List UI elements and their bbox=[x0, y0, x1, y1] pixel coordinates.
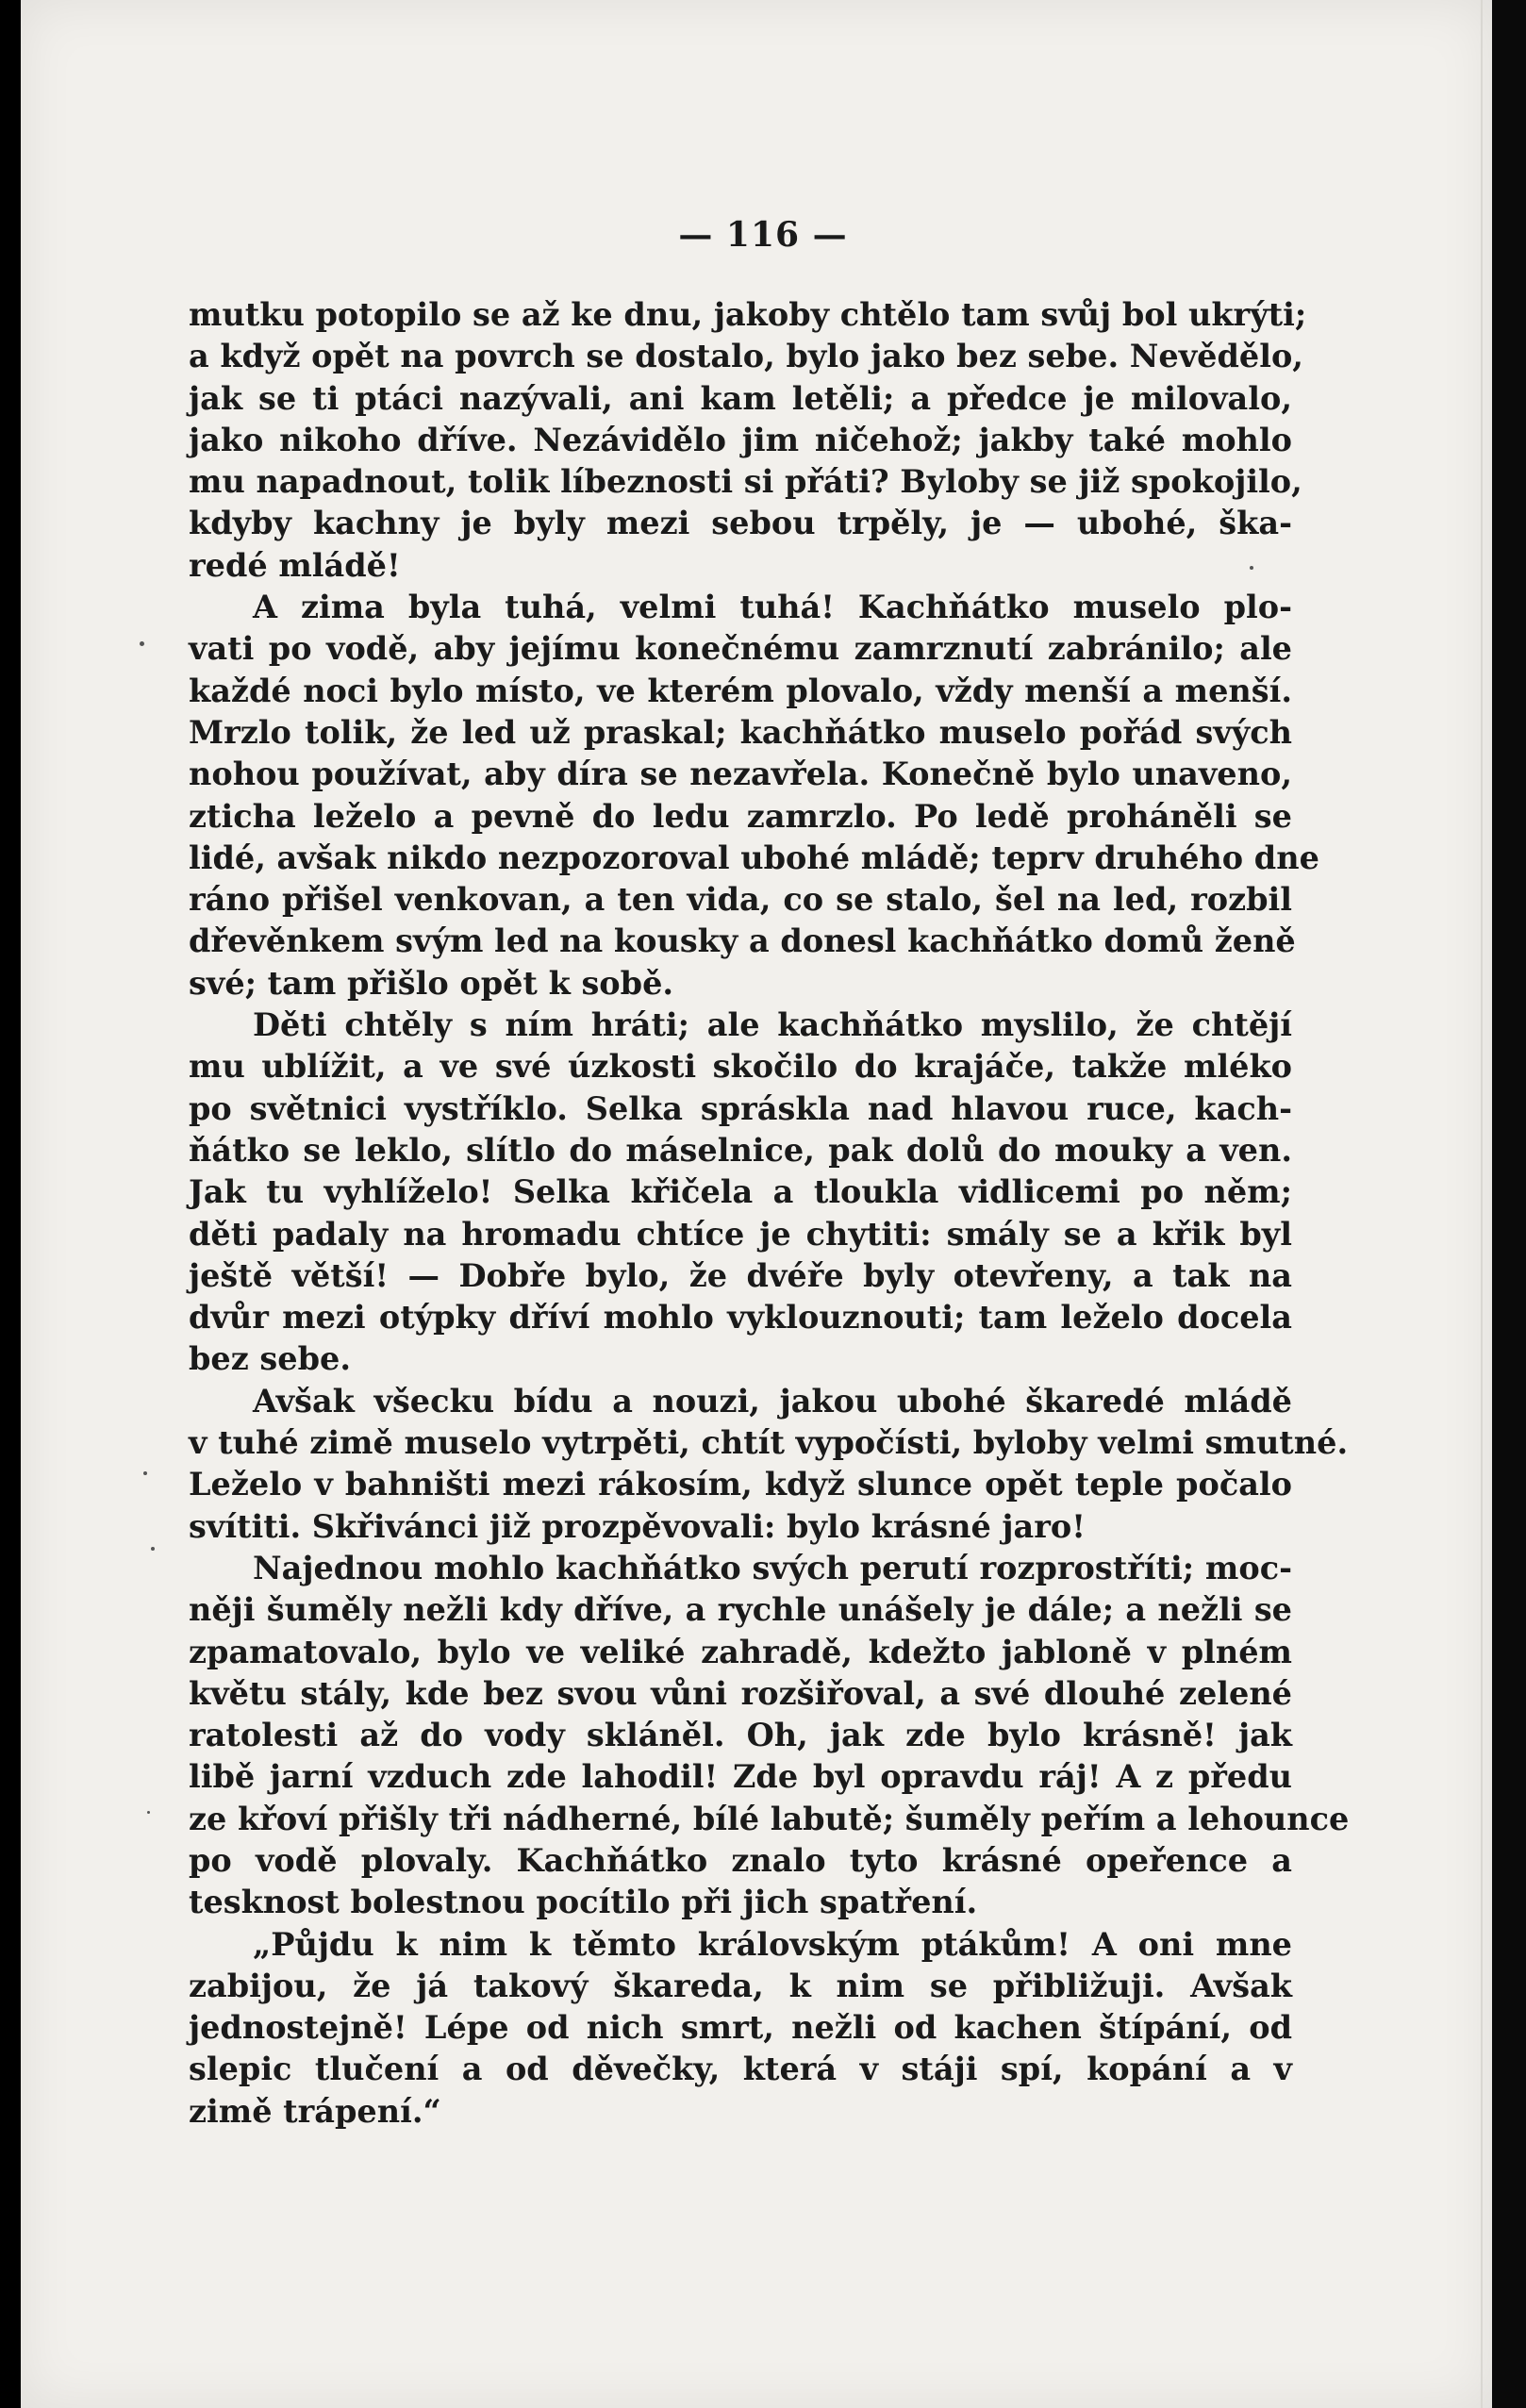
text-line: zimě trápení.“ bbox=[189, 2092, 441, 2130]
text-line: děti padaly na hromadu chtíce je chytiti: smály se a křik byl bbox=[189, 1215, 1292, 1253]
text-line: po vodě plovaly. Kachňátko znalo tyto krásné opeřence a bbox=[189, 1841, 1292, 1879]
speck bbox=[140, 641, 144, 646]
text-line: libě jarní vzduch zde lahodil! Zde byl opravdu ráj! A z předu bbox=[189, 1758, 1292, 1796]
text-line: zpamatovalo, bylo ve veliké zahradě, kdežto jabloně v plném bbox=[189, 1633, 1292, 1670]
text-line: vati po vodě, aby jejímu konečnému zamrznutí zabránilo; ale bbox=[189, 630, 1292, 668]
text-line: slepic tlučení a od děvečky, která v stáji spí, kopání a v bbox=[189, 2051, 1292, 2088]
text-line: mu napadnout, tolik líbeznosti si přáti? Byloby se již spokojilo, bbox=[189, 463, 1302, 501]
text-line: „Půjdu k nim k těmto královským ptákům! A oni mne bbox=[253, 1925, 1292, 1963]
text-line: bez sebe. bbox=[189, 1340, 351, 1378]
text-line: jak se ti ptáci nazývali, ani kam letěli; a předce je milovalo, bbox=[189, 379, 1292, 417]
text-line: svítiti. Skřivánci již prozpěvovali: bylo krásné jaro! bbox=[189, 1507, 1086, 1545]
text-line: Avšak všecku bídu a nouzi, jakou ubohé škaredé mládě bbox=[253, 1382, 1292, 1420]
text-line: ráno přišel venkovan, a ten vida, co se stalo, šel na led, rozbil bbox=[189, 881, 1292, 919]
text-line: ňátko se leklo, slítlo do máselnice, pak dolů do mouky a ven. bbox=[189, 1131, 1292, 1169]
text-line: ze křoví přišly tři nádherné, bílé labutě; šuměly peřím a lehounce bbox=[189, 1800, 1350, 1837]
text-line: mutku potopilo se až ke dnu, jakoby chtělo tam svůj bol ukrýti; bbox=[189, 296, 1307, 333]
body-text bbox=[189, 294, 1350, 2133]
text-line: květu stály, kde bez svou vůni rozšiřoval, a své dlouhé zelené bbox=[189, 1674, 1292, 1712]
text-line: tesknost bolestnou pocítilo při jich spatření. bbox=[189, 1884, 978, 1921]
text-line: Leželo v bahništi mezi rákosím, když slunce opět teple počalo bbox=[189, 1466, 1292, 1503]
text-line: v tuhé zimě muselo vytrpěti, chtít vypočísti, byloby velmi smutné. bbox=[189, 1424, 1349, 1462]
speck bbox=[143, 1471, 147, 1475]
text-line: zabijou, že já takový škareda, k nim se přibližuji. Avšak bbox=[189, 1967, 1292, 2004]
text-line: jednostejně! Lépe od nich smrt, nežli od kachen štípání, od bbox=[189, 2009, 1292, 2047]
text-line: lidé, avšak nikdo nezpozoroval ubohé mládě; teprv druhého dne bbox=[189, 839, 1319, 876]
page-edge-line bbox=[1481, 0, 1483, 2408]
text-line: Najednou mohlo kachňátko svých perutí rozprostříti; moc- bbox=[253, 1549, 1292, 1586]
text-line: zticha leželo a pevně do ledu zamrzlo. Po ledě proháněli se bbox=[189, 797, 1292, 835]
text-line: ratolesti až do vody skláněl. Oh, jak zde bylo krásně! jak bbox=[189, 1717, 1292, 1754]
text-line: kdyby kachny je byly mezi sebou trpěly, je — ubohé, ška- bbox=[189, 505, 1292, 542]
text-line: ještě větší! — Dobře bylo, že dvéře byly otevřeny, a tak na bbox=[189, 1256, 1292, 1294]
text-line: Děti chtěly s ním hráti; ale kachňátko myslilo, že chtějí bbox=[253, 1006, 1292, 1044]
text-line: A zima byla tuhá, velmi tuhá! Kachňátko muselo plo- bbox=[253, 589, 1292, 626]
text-line: jako nikoho dříve. Nezávidělo jim ničehož; jakby také mohlo bbox=[189, 421, 1292, 458]
page-number: — 116 — bbox=[678, 215, 848, 255]
speck bbox=[147, 1811, 150, 1814]
scan-right-border bbox=[1492, 0, 1526, 2408]
text-line: něji šuměly nežli kdy dříve, a rychle unášely je dále; a nežli se bbox=[189, 1591, 1292, 1629]
speck bbox=[151, 1547, 155, 1551]
text-line: nohou používat, aby díra se nezavřela. Konečně bylo unaveno, bbox=[189, 756, 1292, 793]
text-line: každé noci bylo místo, ve kterém plovalo, vždy menší a menší. bbox=[189, 672, 1292, 709]
text-line: své; tam přišlo opět k sobě. bbox=[189, 964, 674, 1002]
text-line: Jak tu vyhlíželo! Selka křičela a tloukla vidlicemi po něm; bbox=[189, 1173, 1292, 1211]
text-line: dvůr mezi otýpky dříví mohlo vyklouznouti; tam leželo docela bbox=[189, 1299, 1292, 1337]
text-line: dřevěnkem svým led na kousky a donesl kachňátko domů ženě bbox=[189, 922, 1296, 960]
text-line: redé mládě! bbox=[189, 546, 401, 584]
text-line: po světnici vystříklo. Selka spráskla nad hlavou ruce, kach- bbox=[189, 1089, 1292, 1127]
text-line: Mrzlo tolik, že led už praskal; kachňátko muselo pořád svých bbox=[189, 713, 1292, 751]
text-line: a když opět na povrch se dostalo, bylo jako bez sebe. Nevědělo, bbox=[189, 338, 1303, 375]
text-line: mu ublížit, a ve své úzkosti skočilo do krajáče, takže mléko bbox=[189, 1048, 1292, 1086]
speck bbox=[1250, 566, 1253, 570]
